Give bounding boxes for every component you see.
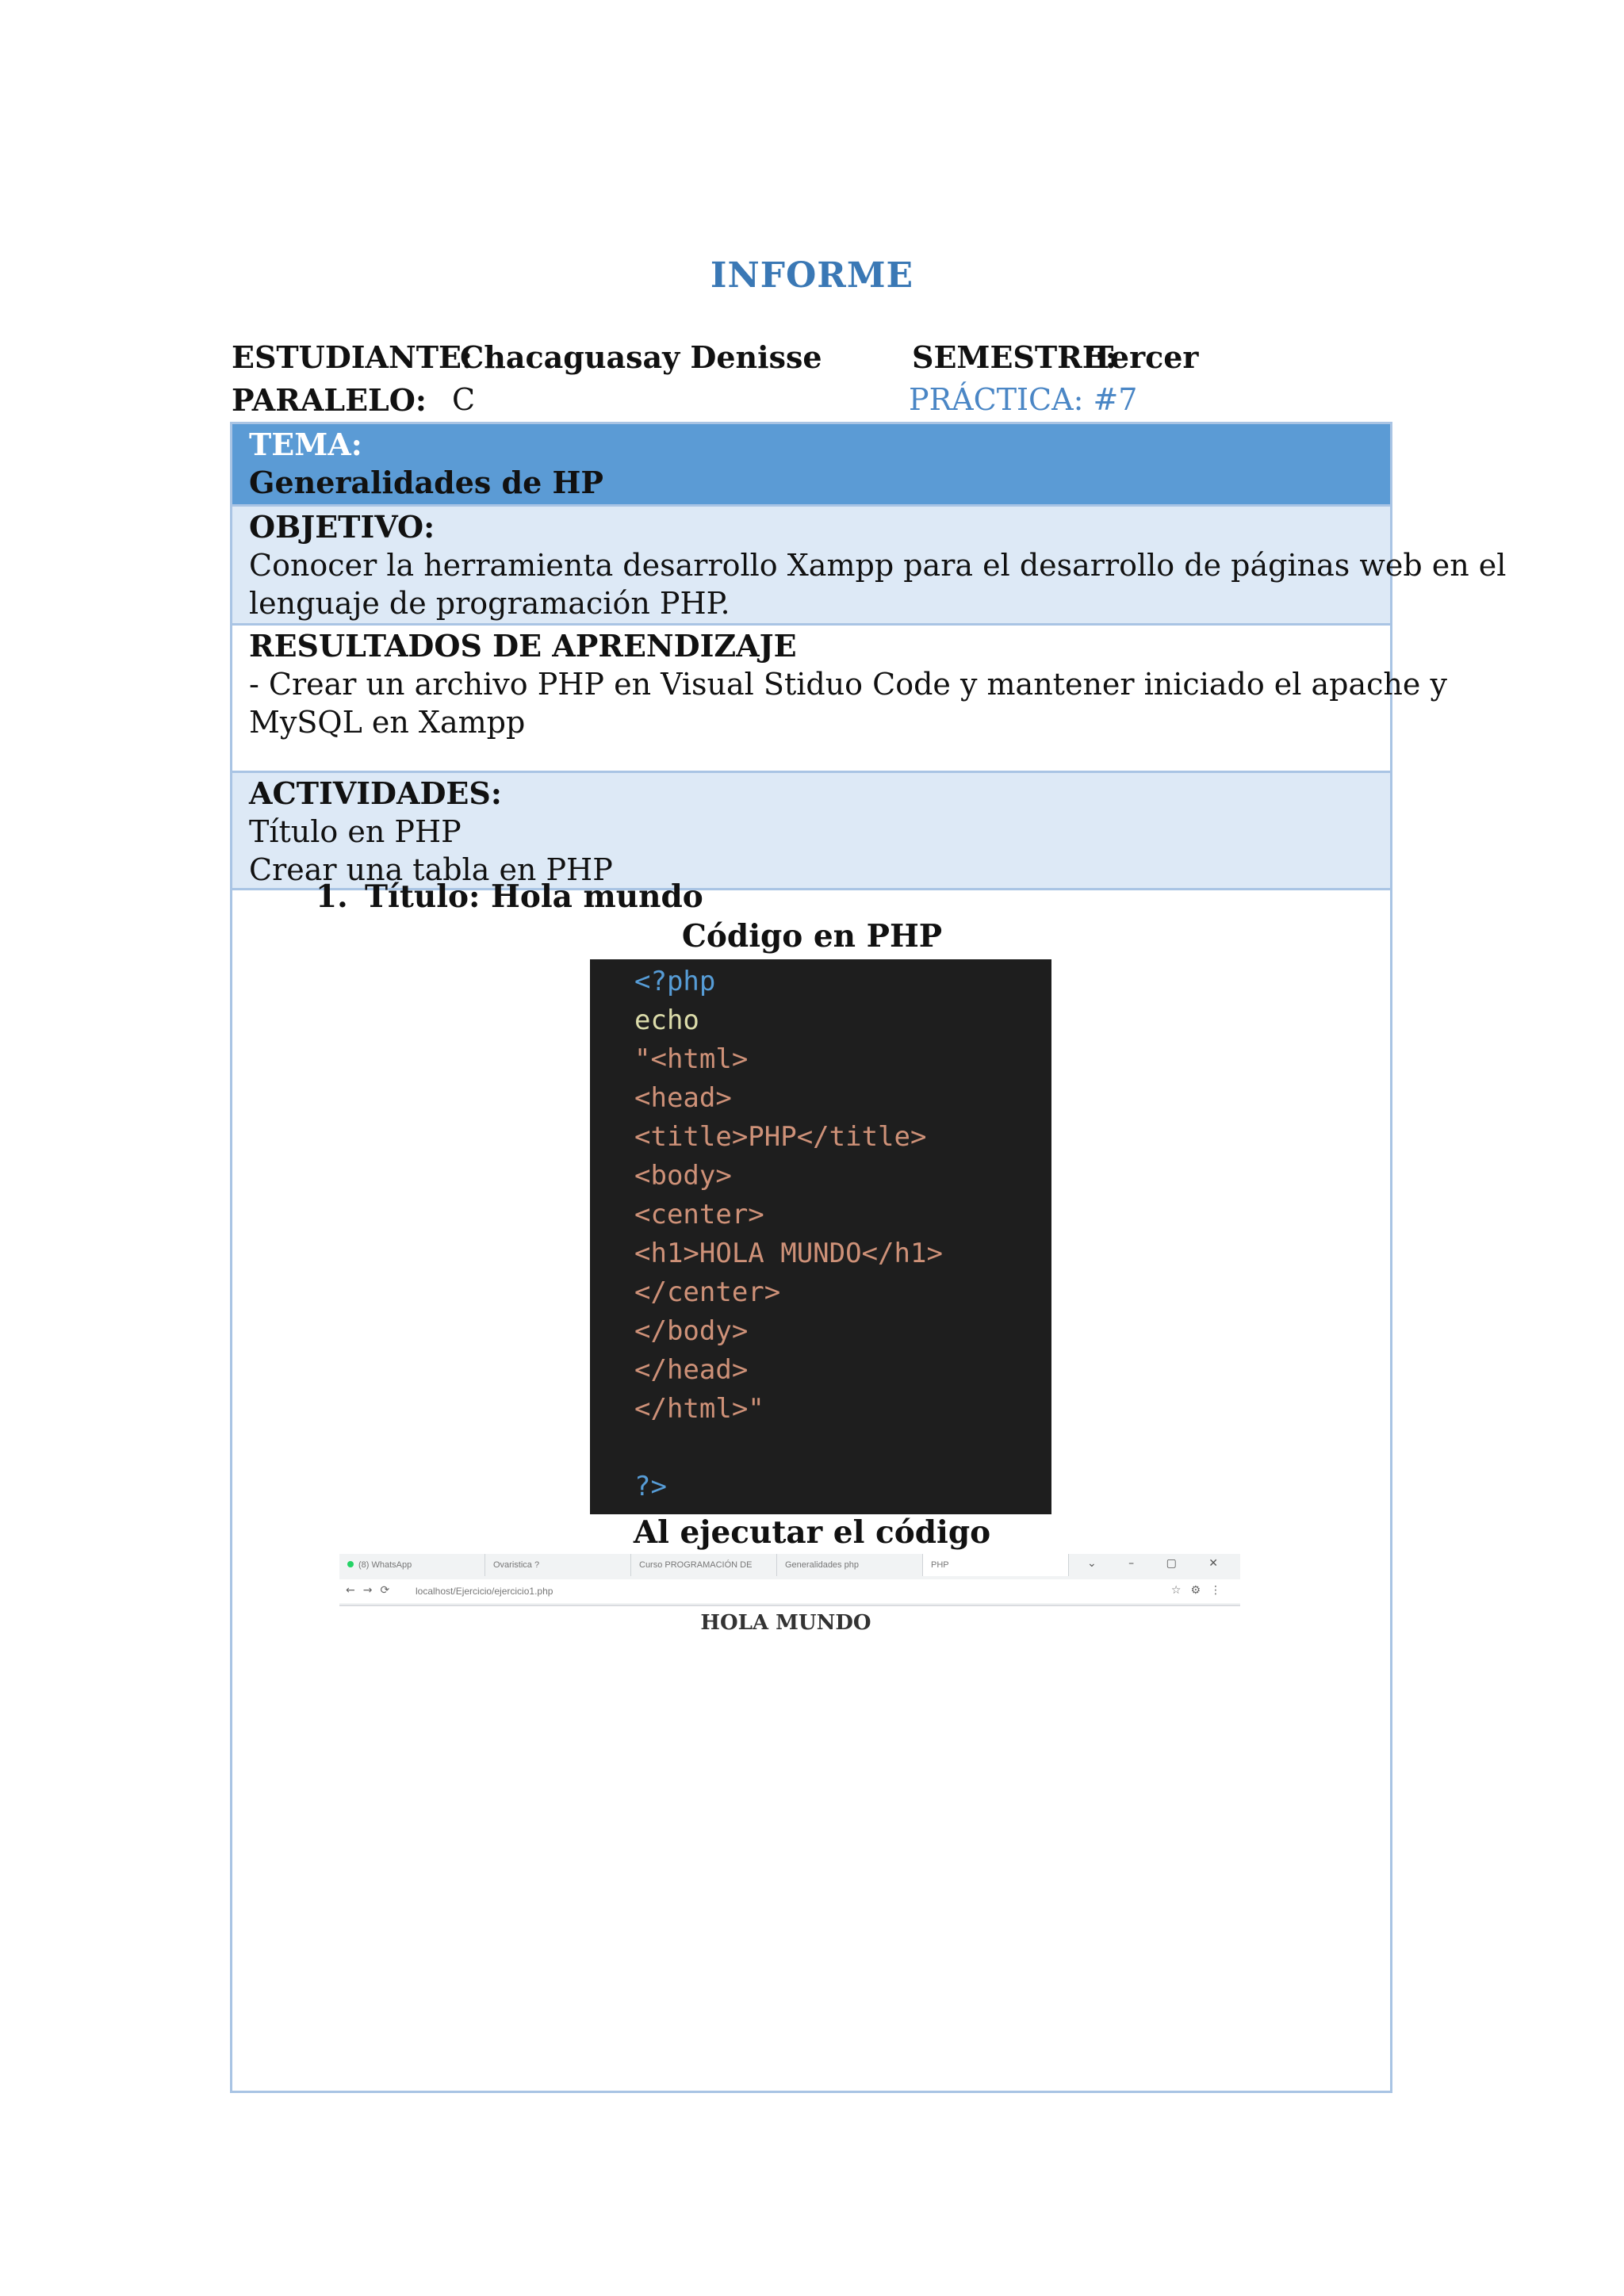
code-line: <head>	[634, 1082, 732, 1114]
browser-toolbar-icons: ☆⚙⋮	[1170, 1584, 1231, 1597]
browser-tab: Ovaristica ?	[485, 1554, 631, 1576]
tema-label: TEMA:	[249, 427, 362, 462]
objetivo-text-line: lenguaje de programación PHP.	[249, 586, 730, 621]
code-screenshot	[590, 959, 1051, 1514]
estudiante-label: ESTUDIANTE:	[232, 339, 473, 375]
code-line: "<html>	[634, 1043, 749, 1075]
tema-value: Generalidades de HP	[249, 465, 603, 500]
code-line: ?>	[634, 1471, 667, 1502]
paralelo-label: PARALELO:	[232, 382, 427, 418]
browser-tab-strip	[339, 1554, 1240, 1578]
actividades-label: ACTIVIDADES:	[249, 775, 502, 811]
whatsapp-icon	[347, 1561, 354, 1567]
estudiante-value: Chacaguasay Denisse	[460, 339, 822, 375]
browser-tab: (8) WhatsApp	[339, 1554, 485, 1576]
resultados-text-line: - Crear un archivo PHP en Visual Stiduo Code y mantener iniciado el apache y	[249, 667, 1447, 702]
browser-output-text: HOLA MUNDO	[700, 1611, 871, 1635]
objetivo-row	[232, 507, 1507, 626]
browser-screenshot	[339, 1554, 1240, 1606]
section-title: Título: Hola mundo	[365, 878, 703, 915]
code-line: <center>	[634, 1199, 764, 1230]
browser-tab-active: PHP	[923, 1554, 1069, 1576]
actividades-row	[232, 773, 1390, 890]
code-line: </body>	[634, 1315, 749, 1347]
resultados-label: RESULTADOS DE APRENDIZAJE	[249, 628, 797, 664]
browser-tab: Generalidades php	[777, 1554, 923, 1576]
code-line: <?php	[634, 966, 716, 997]
practica-number: PRÁCTICA: #7	[909, 382, 1138, 417]
code-line: </head>	[634, 1354, 749, 1386]
semestre-label: SEMESTRE:	[912, 339, 1116, 375]
section-heading	[316, 878, 703, 915]
code-line	[634, 1429, 1051, 1468]
code-line: echo	[634, 1004, 699, 1036]
code-line: </html>"	[634, 1393, 764, 1425]
page-title: INFORME	[710, 255, 914, 296]
objetivo-label: OBJETIVO:	[249, 509, 435, 545]
browser-address-bar	[339, 1579, 1240, 1603]
resultados-text-line: MySQL en Xampp	[249, 705, 526, 740]
section-number: 1.	[316, 878, 348, 915]
resultados-row	[232, 626, 1447, 773]
actividad-item: Título en PHP	[249, 814, 462, 849]
paralelo-value: C	[452, 382, 476, 417]
window-controls-icon: ⌄ – ▢ ✕	[1086, 1557, 1232, 1570]
code-line: </center>	[634, 1276, 781, 1308]
objetivo-text-line: Conocer la herramienta desarrollo Xampp para el desarrollo de páginas web en el	[249, 548, 1507, 583]
code-line: <h1>HOLA MUNDO</h1>	[634, 1238, 943, 1269]
code-caption: Código en PHP	[681, 918, 943, 955]
code-line: <body>	[634, 1160, 732, 1192]
tema-row	[232, 424, 1390, 507]
semestre-value: Tercer	[1091, 339, 1199, 375]
run-caption: Al ejecutar el código	[633, 1514, 991, 1551]
browser-nav-icons: ←→⟳	[346, 1584, 398, 1597]
code-line: <title>PHP</title>	[634, 1121, 927, 1153]
browser-tab: Curso PROGRAMACIÓN DE	[631, 1554, 777, 1576]
browser-url: localhost/Ejercicio/ejercicio1.php	[416, 1586, 553, 1597]
actividad-item: Crear una tabla en PHP	[249, 852, 613, 887]
